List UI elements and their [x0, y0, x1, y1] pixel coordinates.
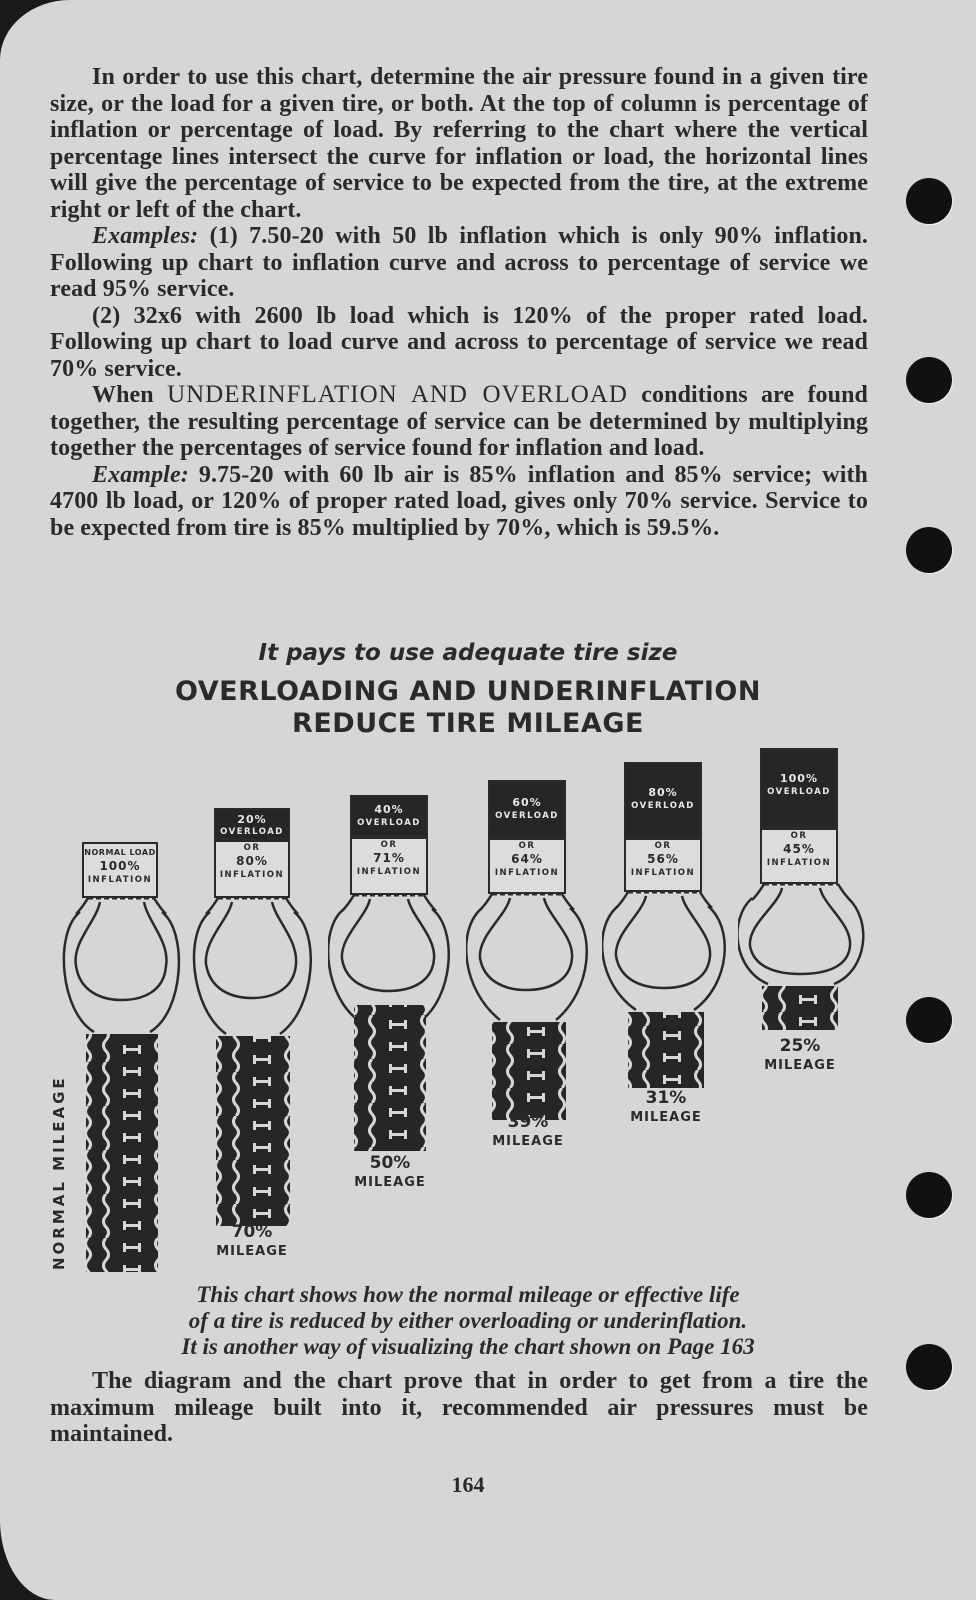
combined-paragraph: [50, 382, 868, 462]
example-1-paragraph: [50, 223, 868, 303]
mileage-label: [202, 1222, 302, 1262]
tire-cross-section-icon: [466, 780, 590, 1120]
mileage-text: MILEAGE: [492, 1134, 564, 1149]
overload-label: OVERLOAD: [220, 827, 284, 837]
combined-rest: conditions are found together, the resulting percentage of service can be determined by multiplying together the percentages of service found for inflation and load.: [50, 382, 868, 461]
example-3-text: 9.75-20 with 60 lb air is 85% inflation and 85% service; with 4700 lb load, or 120% of proper rated load, gives only 70% service. Service to be expected from tire is 85% multiplied by 70%, which is 59.5%.: [50, 461, 868, 541]
mileage-text: MILEAGE: [630, 1110, 702, 1125]
intro-paragraph: In order to use this chart, determine the air pressure found in a given tire size, or the load for a given tire, or both. At the top of column is percentage of inflation or percentage of load. By referring to the chart where the vertical percentage lines intersect the curve for inflation or load, the horizontal lines will give the percentage of service to be expected from the tire, at the extreme right or left of the chart.: [50, 64, 868, 223]
or-label: OR: [790, 831, 808, 841]
mileage-text: MILEAGE: [354, 1175, 426, 1190]
inflation-label: INFLATION: [219, 870, 285, 880]
mileage-percent: 31%: [645, 1088, 687, 1108]
normal-load-label: NORMAL LOAD: [84, 848, 156, 857]
overload-label: OVERLOAD: [495, 811, 559, 821]
mileage-text: MILEAGE: [764, 1058, 836, 1073]
instructions-text: [50, 64, 868, 541]
tire-20-overload: [192, 808, 312, 1268]
mileage-percent: 70%: [231, 1222, 273, 1242]
mileage-text: MILEAGE: [216, 1244, 288, 1259]
binder-hole-icon: [906, 997, 952, 1043]
or-label: OR: [380, 840, 398, 850]
inflation-label: INFLATION: [766, 858, 832, 868]
or-label: OR: [518, 841, 536, 851]
page-number: 164: [451, 1472, 485, 1497]
mileage-percent: 25%: [779, 1036, 821, 1056]
overload-percent: 80%: [648, 786, 678, 799]
mileage-percent: 39%: [507, 1112, 549, 1132]
mileage-label: [750, 1036, 850, 1076]
overload-percent: 40%: [374, 803, 404, 816]
overload-percent: 60%: [512, 796, 542, 809]
caption-line-3: It is another way of visualizing the chart shown on Page 163: [181, 1334, 755, 1359]
inflation-percent: 64%: [511, 852, 543, 866]
example-2-paragraph: (2) 32x6 with 2600 lb load which is 120% of the proper rated load. Following up chart to load curve and across to percentage of service we read 70% service.: [50, 302, 868, 382]
overload-percent: 100%: [780, 772, 818, 785]
closing-text: [50, 1368, 868, 1448]
tire-60-overload: [466, 780, 590, 1160]
diagram-subtitle: It pays to use adequate tire size: [258, 640, 678, 666]
tire-40-overload: [328, 795, 448, 1205]
overload-percent: 20%: [237, 813, 267, 826]
mileage-label: [340, 1153, 440, 1193]
tire-cross-section-icon: [192, 808, 312, 1228]
tire-cross-section-icon: [602, 762, 730, 1092]
inflation-label: INFLATION: [630, 868, 696, 878]
inflation-label: INFLATION: [494, 868, 560, 878]
tire-80-overload: [602, 762, 730, 1142]
inflation-percent: 100%: [99, 859, 141, 873]
diagram-caption: [0, 1282, 936, 1360]
inflation-label: INFLATION: [356, 867, 422, 877]
combined-caps: UNDERINFLATION AND OVERLOAD: [167, 381, 628, 408]
overload-label: OVERLOAD: [767, 787, 831, 797]
tire-cross-section-icon: [738, 748, 870, 1048]
binder-hole-icon: [906, 357, 952, 403]
diagram-title-line2: REDUCE TIRE MILEAGE: [292, 708, 644, 739]
binder-hole-icon: [906, 1172, 952, 1218]
normal-mileage-axis-label: NORMAL MILEAGE: [50, 1075, 68, 1270]
inflation-percent: 71%: [373, 851, 405, 865]
binder-hole-icon: [906, 527, 952, 573]
or-label: OR: [243, 843, 261, 853]
overload-label: OVERLOAD: [631, 801, 695, 811]
diagram-title-line1: OVERLOADING AND UNDERINFLATION: [175, 676, 761, 707]
mileage-label: [616, 1088, 716, 1128]
overload-label: OVERLOAD: [357, 818, 421, 828]
inflation-label: INFLATION: [87, 875, 153, 885]
example-label: Example:: [92, 461, 189, 488]
or-label: OR: [654, 841, 672, 851]
inflation-percent: 80%: [236, 854, 268, 868]
mileage-label: [478, 1112, 578, 1152]
caption-line-2: of a tire is reduced by either overloading or underinflation.: [188, 1308, 748, 1333]
tire-cross-section-icon: [328, 795, 452, 1155]
examples-label: Examples:: [92, 223, 199, 249]
example-1-text: (1) 7.50-20 with 50 lb inflation which is only 90% inflation. Following up chart to inflation curve and across to percentage of service we read 95% service.: [50, 223, 868, 302]
mileage-percent: 50%: [369, 1153, 411, 1173]
tire-100-overload: [738, 748, 870, 1088]
inflation-percent: 45%: [783, 842, 815, 856]
inflation-percent: 56%: [647, 852, 679, 866]
closing-paragraph: The diagram and the chart prove that in order to get from a tire the maximum mileage built into it, recommended air pressures must be maintained.: [50, 1368, 868, 1447]
combined-prefix: When: [92, 382, 154, 408]
caption-line-1: This chart shows how the normal mileage or effective life: [196, 1282, 740, 1307]
example-3-paragraph: [50, 462, 868, 542]
tire-cross-section-icon: [62, 842, 182, 1272]
tire-normal: [62, 842, 182, 1272]
binder-hole-icon: [906, 178, 952, 224]
